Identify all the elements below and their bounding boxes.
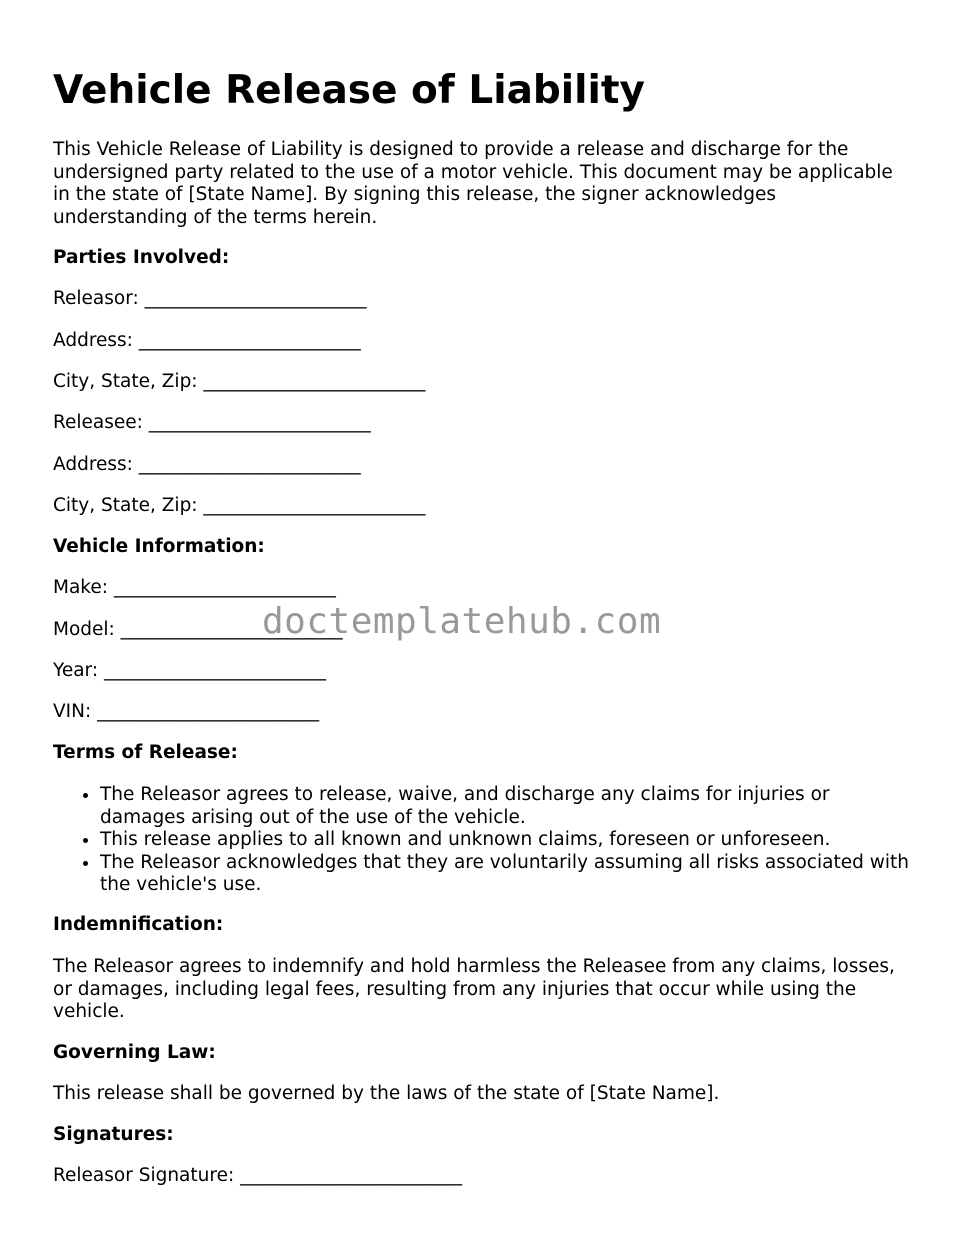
governing-law-heading: Governing Law: (53, 1042, 216, 1063)
vehicle-heading: Vehicle Information: (53, 536, 265, 557)
watermark: doctemplatehub.com (262, 601, 662, 642)
document-title: Vehicle Release of Liability (53, 68, 645, 113)
model-field: Model: ________________________ (53, 619, 343, 640)
year-field: Year: ________________________ (53, 660, 326, 681)
parties-heading: Parties Involved: (53, 247, 230, 268)
signatures-heading: Signatures: (53, 1124, 174, 1145)
releasee-address-field: Address: ________________________ (53, 454, 361, 475)
list-item: • This release applies to all known and unknown claims, foreseen or unforeseen. (100, 829, 920, 852)
make-field: Make: ________________________ (53, 577, 336, 598)
releasee-city-field: City, State, Zip: ________________________ (53, 495, 426, 516)
indemnification-text: The Releasor agrees to indemnify and hold harmless the Releasee from any claims, losses, or damages, including legal fees, resulting from any injuries that occur while using the vehicle. (53, 956, 895, 1022)
terms-list (53, 784, 920, 897)
releasor-signature-field: Releasor Signature: ________________________ (53, 1165, 463, 1186)
governing-law-text: This release shall be governed by the laws of the state of [State Name]. (53, 1083, 720, 1104)
releasor-address-field: Address: ________________________ (53, 330, 361, 351)
releasor-city-field: City, State, Zip: ________________________ (53, 371, 426, 392)
releasee-field: Releasee: ________________________ (53, 412, 371, 433)
terms-heading: Terms of Release: (53, 742, 238, 763)
vin-field: VIN: ________________________ (53, 701, 320, 722)
indemnification-heading: Indemnification: (53, 914, 224, 935)
list-item: • The Releasor agrees to release, waive, and discharge any claims for injuries or damages arising out of the use of the vehicle. (100, 784, 920, 829)
list-item: • The Releasor acknowledges that they are voluntarily assuming all risks associated with the vehicle's use. (100, 852, 920, 897)
intro-paragraph: This Vehicle Release of Liability is designed to provide a release and discharge for the undersigned party related to the use of a motor vehicle. This document may be applicable in the state of [State Name]. By signing this release, the signer acknowledges understanding of the terms herein. (53, 139, 893, 228)
releasor-field: Releasor: ________________________ (53, 288, 367, 309)
